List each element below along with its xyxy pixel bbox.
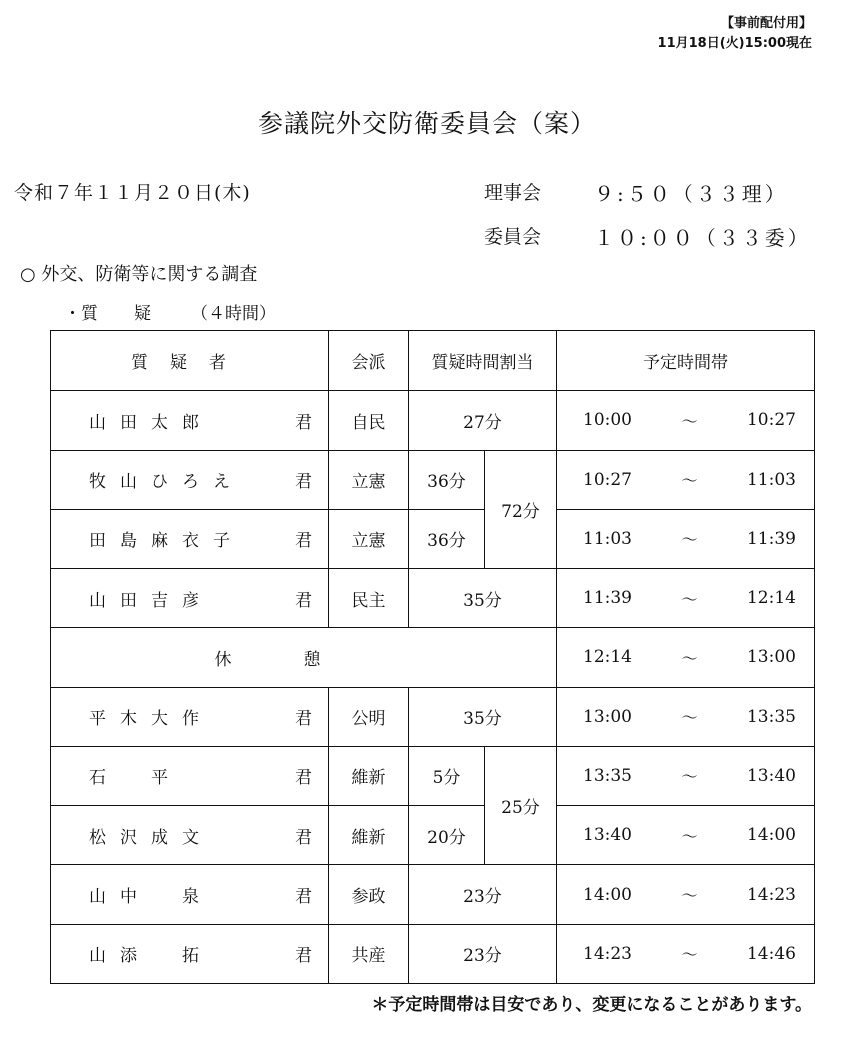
footnote: ＊予定時間帯は目安であり、変更になることがあります。 xyxy=(371,995,812,1015)
asker-name-cell: 山田太郎 君 xyxy=(51,391,329,450)
party-cell: 自民 xyxy=(329,391,409,450)
asker-name-cell: 山田吉彦 君 xyxy=(51,569,329,628)
minutes-cell: 23分 xyxy=(409,924,557,983)
group-total-cell: 72分 xyxy=(485,450,557,569)
minutes-cell: 23分 xyxy=(409,865,557,924)
party-cell: 立憲 xyxy=(329,509,409,568)
time-slot-cell: 13:40 〜 14:00 xyxy=(557,806,815,865)
table-row xyxy=(51,450,815,509)
party-cell: 参政 xyxy=(329,865,409,924)
party-cell: 公明 xyxy=(329,687,409,746)
party-cell: 立憲 xyxy=(329,450,409,509)
break-label-cell: 休憩 xyxy=(51,628,557,687)
asker-name-cell: 山中 泉 君 xyxy=(51,865,329,924)
group-total-cell: 25分 xyxy=(485,746,557,865)
meeting-date: 令和７年１１月２０日(木) xyxy=(14,182,251,204)
table-row xyxy=(51,865,815,924)
iinkai-label: 委員会 xyxy=(484,226,542,248)
page-title: 参議院外交防衛委員会（案） xyxy=(257,109,596,138)
table-row xyxy=(51,569,815,628)
header-asker: 質疑者 xyxy=(51,331,329,391)
distribution-note: 【事前配付用】 xyxy=(720,16,812,31)
as-of-timestamp: 11月18日(火)15:00現在 xyxy=(657,36,812,51)
time-slot-cell: 11:39 〜 12:14 xyxy=(557,569,815,628)
time-slot-cell: 14:00 〜 14:23 xyxy=(557,865,815,924)
time-slot-cell: 11:03 〜 11:39 xyxy=(557,509,815,568)
table-row xyxy=(51,687,815,746)
asker-name-cell: 松沢成文 君 xyxy=(51,806,329,865)
duration-label2: 疑 xyxy=(134,304,151,324)
header-time-slot: 予定時間帯 xyxy=(557,331,815,391)
minutes-cell: 35分 xyxy=(409,687,557,746)
break-row xyxy=(51,628,815,687)
minutes-cell: 5分 xyxy=(409,746,485,805)
header-allotment: 質疑時間割当 xyxy=(409,331,557,391)
table-row xyxy=(51,924,815,983)
schedule-table xyxy=(50,330,815,984)
table-row xyxy=(51,806,815,865)
table-row xyxy=(51,509,815,568)
questioning-duration xyxy=(58,299,276,324)
asker-name-cell: 田島麻衣子 君 xyxy=(51,509,329,568)
minutes-cell: 27分 xyxy=(409,391,557,450)
break-time-slot-cell: 12:14 〜 13:00 xyxy=(557,628,815,687)
rijikai-time: ９:５０（３３理） xyxy=(594,182,788,206)
asker-name-cell: 牧山ひろえ 君 xyxy=(51,450,329,509)
minutes-cell: 35分 xyxy=(409,569,557,628)
agenda-item: ○ 外交、防衛等に関する調査 xyxy=(20,264,258,285)
table-row xyxy=(51,391,815,450)
party-cell: 共産 xyxy=(329,924,409,983)
time-slot-cell: 13:35 〜 13:40 xyxy=(557,746,815,805)
minutes-cell: 20分 xyxy=(409,806,485,865)
time-slot-cell: 10:00 〜 10:27 xyxy=(557,391,815,450)
table-header-row xyxy=(51,331,815,391)
party-cell: 維新 xyxy=(329,746,409,805)
asker-name-cell: 石 平 君 xyxy=(51,746,329,805)
duration-hours: （４時間） xyxy=(191,304,276,324)
iinkai-time: １０:００（３３委） xyxy=(594,226,811,250)
minutes-cell: 36分 xyxy=(409,450,485,509)
table-row xyxy=(51,746,815,805)
party-cell: 民主 xyxy=(329,569,409,628)
minutes-cell: 36分 xyxy=(409,509,485,568)
asker-name-cell: 山添 拓 君 xyxy=(51,924,329,983)
time-slot-cell: 10:27 〜 11:03 xyxy=(557,450,815,509)
rijikai-label: 理事会 xyxy=(484,182,542,204)
duration-prefix: ・質 xyxy=(64,304,98,324)
asker-name-cell: 平木大作 君 xyxy=(51,687,329,746)
header-party: 会派 xyxy=(329,331,409,391)
time-slot-cell: 13:00 〜 13:35 xyxy=(557,687,815,746)
party-cell: 維新 xyxy=(329,806,409,865)
time-slot-cell: 14:23 〜 14:46 xyxy=(557,924,815,983)
